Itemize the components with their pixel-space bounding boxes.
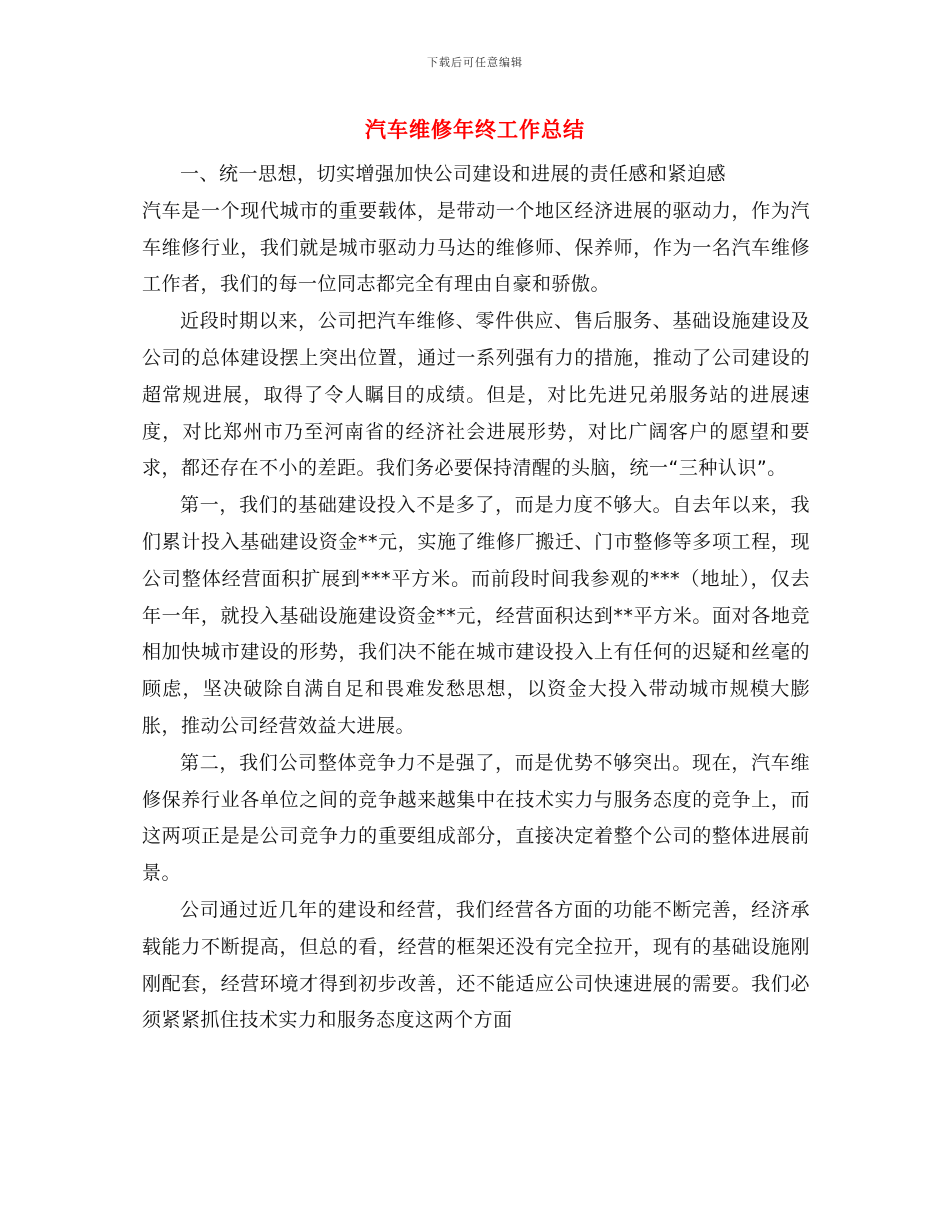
paragraph: 第二，我们公司整体竞争力不是强了，而是优势不够突出。现在，汽车维修保养行业各单位之间的竞争越来越集中在技术实力与服务态度的竞争上，而这两项正是是公司竞争力的重要组成部分，直接决定着整个公司的整体进展前景。: [142, 751, 810, 885]
paragraph: 近段时期以来，公司把汽车维修、零件供应、售后服务、基础设施建设及公司的总体建设摆上突出位置，通过一系列强有力的措施，推动了公司建设的超常规进展，取得了令人瞩目的成绩。但是，对比先进兄弟服务站的进展速度，对比郑州市乃至河南省的经济社会进展形势，对比广阔客户的愿望和要求，都还存在不小的差距。我们务必要保持清醒的头脑，统一“三种认识”。: [142, 310, 810, 480]
paragraph: 汽车是一个现代城市的重要载体，是带动一个地区经济进展的驱动力，作为汽车维修行业，我们就是城市驱动力马达的维修师、保养师，作为一名汽车维修工作者，我们的每一位同志都完全有理由自豪和骄傲。: [142, 199, 810, 296]
document-body: [142, 156, 810, 1039]
header-note: 下载后可任意编辑: [427, 56, 523, 69]
paragraph: 公司通过近几年的建设和经营，我们经营各方面的功能不断完善，经济承载能力不断提高，但总的看，经营的框架还没有完全拉开，现有的基础设施刚刚配套，经营环境才得到初步改善，还不能适应公司快速进展的需要。我们必须紧紧抓住技术实力和服务态度这两个方面: [142, 898, 810, 1032]
paragraph: 第一，我们的基础建设投入不是多了，而是力度不够大。自去年以来，我们累计投入基础建设资金**元，实施了维修厂搬迁、门市整修等多项工程，现公司整体经营面积扩展到***平方米。而前段时间我参观的***（地址），仅去年一年，就投入基础设施建设资金**元，经营面积达到**平方米。面对各地竞相加快城市建设的形势，我们决不能在城市建设投入上有任何的迟疑和丝毫的顾虑，坚决破除自满自足和畏难发愁思想，以资金大投入带动城市规模大膨胀，推动公司经营效益大进展。: [142, 494, 810, 737]
paragraph-heading: 一、统一思想，切实增强加快公司建设和进展的责任感和紧迫感: [180, 163, 727, 185]
document-title: 汽车维修年终工作总结: [365, 118, 585, 142]
